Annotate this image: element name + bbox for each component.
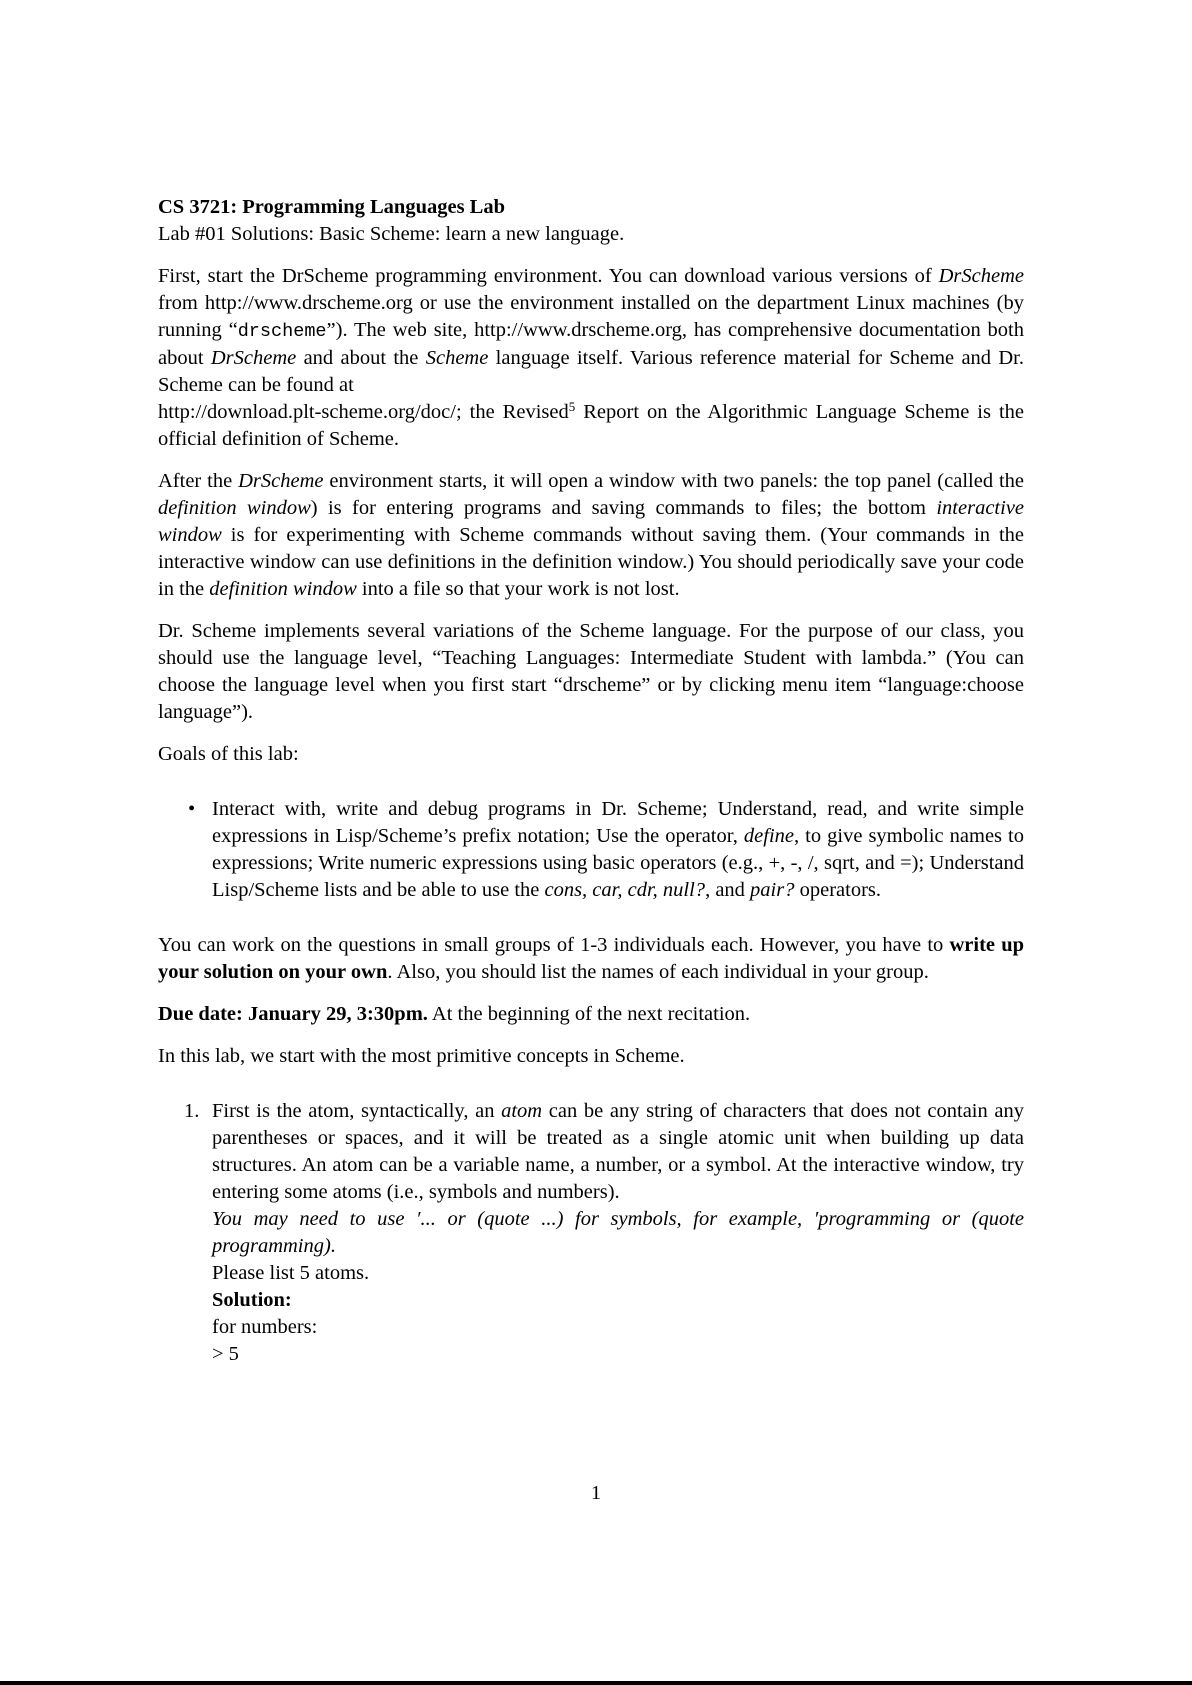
groups-bold-instruction: write up your solution on your own: [158, 934, 1024, 983]
questions-list: [158, 1098, 1024, 1368]
question1-text-1: First is the atom, syntactically, an: [212, 1100, 502, 1122]
para2-text-4: is for experimenting with Scheme commands without saving them. (Your commands in the interactive window can use definitions in the definition window.) You should periodically save your code in the: [158, 524, 1024, 600]
para2-text-3: ) is for entering programs and saving commands to files; the bottom: [310, 497, 937, 519]
para1-superscript: 5: [568, 399, 576, 414]
bottom-border: [0, 1681, 1192, 1685]
due-date-paragraph: [158, 1001, 1024, 1028]
solution-label: Solution:: [212, 1289, 292, 1311]
intro-paragraph: [158, 263, 1024, 453]
para1-text-7: Report on the Algorithmic Language Scheme is the official definition of Scheme.: [158, 401, 1024, 450]
question-number: 1.: [184, 1100, 200, 1122]
groups-text-1: You can work on the questions in small groups of 1-3 individuals each. However, you have to: [158, 934, 950, 956]
language-level-paragraph: Dr. Scheme implements several variations of the Scheme language. For the purpose of our class, you should use the language level, “Teaching Languages: Intermediate Student with lambda.” (You can choose the language level when you first start “drscheme” or by clicking menu item “language:choose language”).: [158, 620, 1024, 723]
document-page: [158, 194, 1024, 1368]
page-number: 1: [590, 1482, 602, 1504]
lab-title: Lab #01 Solutions: Basic Scheme: learn a new language.: [158, 223, 625, 245]
para2-emphasis-definition-window: definition window: [158, 497, 311, 519]
groups-text-2: . Also, you should list the names of each individual in your group.: [387, 961, 929, 983]
para1-text-1: First, start the DrScheme programming environment. You can download various versions of: [158, 265, 939, 287]
numbers-label: for numbers:: [212, 1316, 318, 1338]
question1-text-2: can be any string of characters that does not contain any parentheses or spaces, and it will be treated as a single atomic unit when building up data structures. An atom can be a variable name, a number, or a symbol. At the interactive window, try entering some atoms (i.e., symbols and numbers).: [212, 1100, 1024, 1203]
para1-emphasis-scheme: Scheme: [425, 347, 489, 369]
goals-list-item: [188, 796, 1024, 904]
para1-command-drscheme: drscheme: [237, 321, 327, 342]
due-date-text: At the beginning of the next recitation.: [427, 1003, 751, 1025]
groups-paragraph: [158, 932, 1024, 986]
para2-text-2: environment starts, it will open a window with two panels: the top panel (called the: [323, 470, 1025, 492]
concepts-intro: In this lab, we start with the most primitive concepts in Scheme.: [158, 1045, 685, 1067]
para2-emphasis-definition-window-2: definition window: [209, 578, 357, 600]
due-date-label: Due date: January 29, 3:30pm.: [158, 1003, 428, 1025]
goal-text-3: , and: [705, 879, 751, 901]
para2-text-1: After the: [158, 470, 239, 492]
para1-text-6: http://download.plt-scheme.org/doc/; the Revised: [158, 401, 569, 423]
para1-text-2: from http://www.drscheme.org or use the environment installed on the department Linux machines (by running “: [158, 292, 1024, 341]
goal-emphasis-define: define: [743, 825, 794, 847]
question1-emphasis-atom: atom: [501, 1100, 543, 1122]
course-title: CS 3721: Programming Languages Lab: [158, 196, 506, 218]
question-item-1: [184, 1098, 1024, 1368]
goals-list: [158, 796, 1024, 904]
goal-emphasis-pair: pair?: [750, 879, 795, 901]
question1-hint: You may need to use ′... or (quote ...) for symbols, for example, ′programming or (quote programming).: [212, 1208, 1024, 1257]
goal-text-1: Interact with, write and debug programs in Dr. Scheme; Understand, read, and write simple expressions in Lisp/Scheme’s prefix notation; Use the operator,: [212, 798, 1024, 847]
para1-text-3: ”). The web site, http://www.drscheme.org, has comprehensive documentation both about: [158, 319, 1025, 369]
example-atom: > 5: [212, 1343, 239, 1365]
bullet-icon: •: [188, 798, 196, 820]
para2-emphasis-interactive-window: interactive window: [158, 497, 1025, 546]
goal-emphasis-list-ops: cons, car, cdr, null?: [544, 879, 706, 901]
window-paragraph: [158, 468, 1024, 603]
para2-text-5: into a file so that your work is not lost.: [356, 578, 680, 600]
para1-emphasis-drscheme: DrScheme: [938, 265, 1024, 287]
para1-emphasis-drscheme-2: DrScheme: [210, 347, 297, 369]
para2-emphasis-drscheme: DrScheme: [238, 470, 324, 492]
goal-text-2: , to give symbolic names to expressions; Write numeric expressions using basic operators (e.g., +, -, /, sqrt, and =); Understand Lisp/Scheme lists and be able to use the: [212, 825, 1024, 901]
goal-text-4: operators.: [794, 879, 882, 901]
goals-heading: Goals of this lab:: [158, 743, 299, 765]
question1-ask: Please list 5 atoms.: [212, 1262, 370, 1284]
para1-text-4: and about the: [296, 347, 426, 369]
para1-text-5: language itself. Various reference material for Scheme and Dr. Scheme can be found at: [158, 347, 1024, 396]
